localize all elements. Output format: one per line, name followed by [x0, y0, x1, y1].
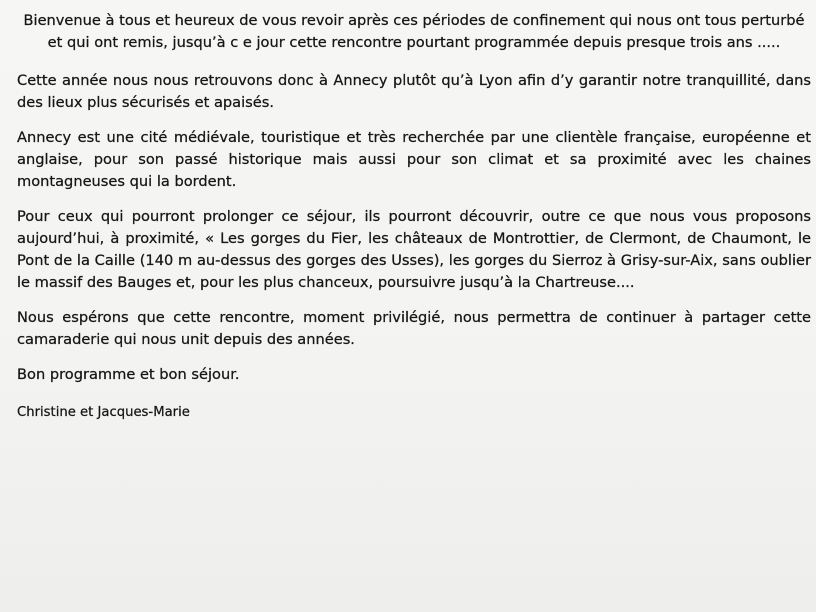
letter-body: [17, 10, 811, 437]
closing-line: Bon programme et bon séjour.: [17, 366, 240, 383]
excursions-paragraph: Pour ceux qui pourront prolonger ce séjour, ils pourront découvrir, outre ce que nous vous proposons aujourd’hui, à proximité, « Les gorges du Fier, les châteaux de Montrottier, de Clermont, de Chaumont, le Pont de la Caille (140 m au-dessus des gorges des Usses), les gorges du Sierroz à Grisy-sur-Aix, sans oublier le massif des Bauges et, pour les plus chanceux, poursuivre jusqu’à la Chartreuse....: [17, 208, 811, 291]
intro-paragraph: Bienvenue à tous et heureux de vous revoir après ces périodes de confinement qui nous ont tous perturbé et qui ont remis, jusqu’à c e jour cette rencontre pourtant programmée depuis presque trois ans .....: [23, 12, 805, 51]
signature: Christine et Jacques-Marie: [17, 405, 190, 420]
annecy-description-paragraph: Annecy est une cité médiévale, touristique et très recherchée par une clientèle française, européenne et anglaise, pour son passé historique mais aussi pour son climat et sa proximité avec les chaines montagneuses qui la bordent.: [17, 129, 811, 190]
annecy-choice-paragraph: Cette année nous nous retrouvons donc à Annecy plutôt qu’à Lyon afin d’y garantir notre tranquillité, dans des lieux plus sécurisés et apaisés.: [17, 72, 811, 111]
hope-paragraph: Nous espérons que cette rencontre, moment privilégié, nous permettra de continuer à partager cette camaraderie qui nous unit depuis des années.: [17, 309, 811, 348]
